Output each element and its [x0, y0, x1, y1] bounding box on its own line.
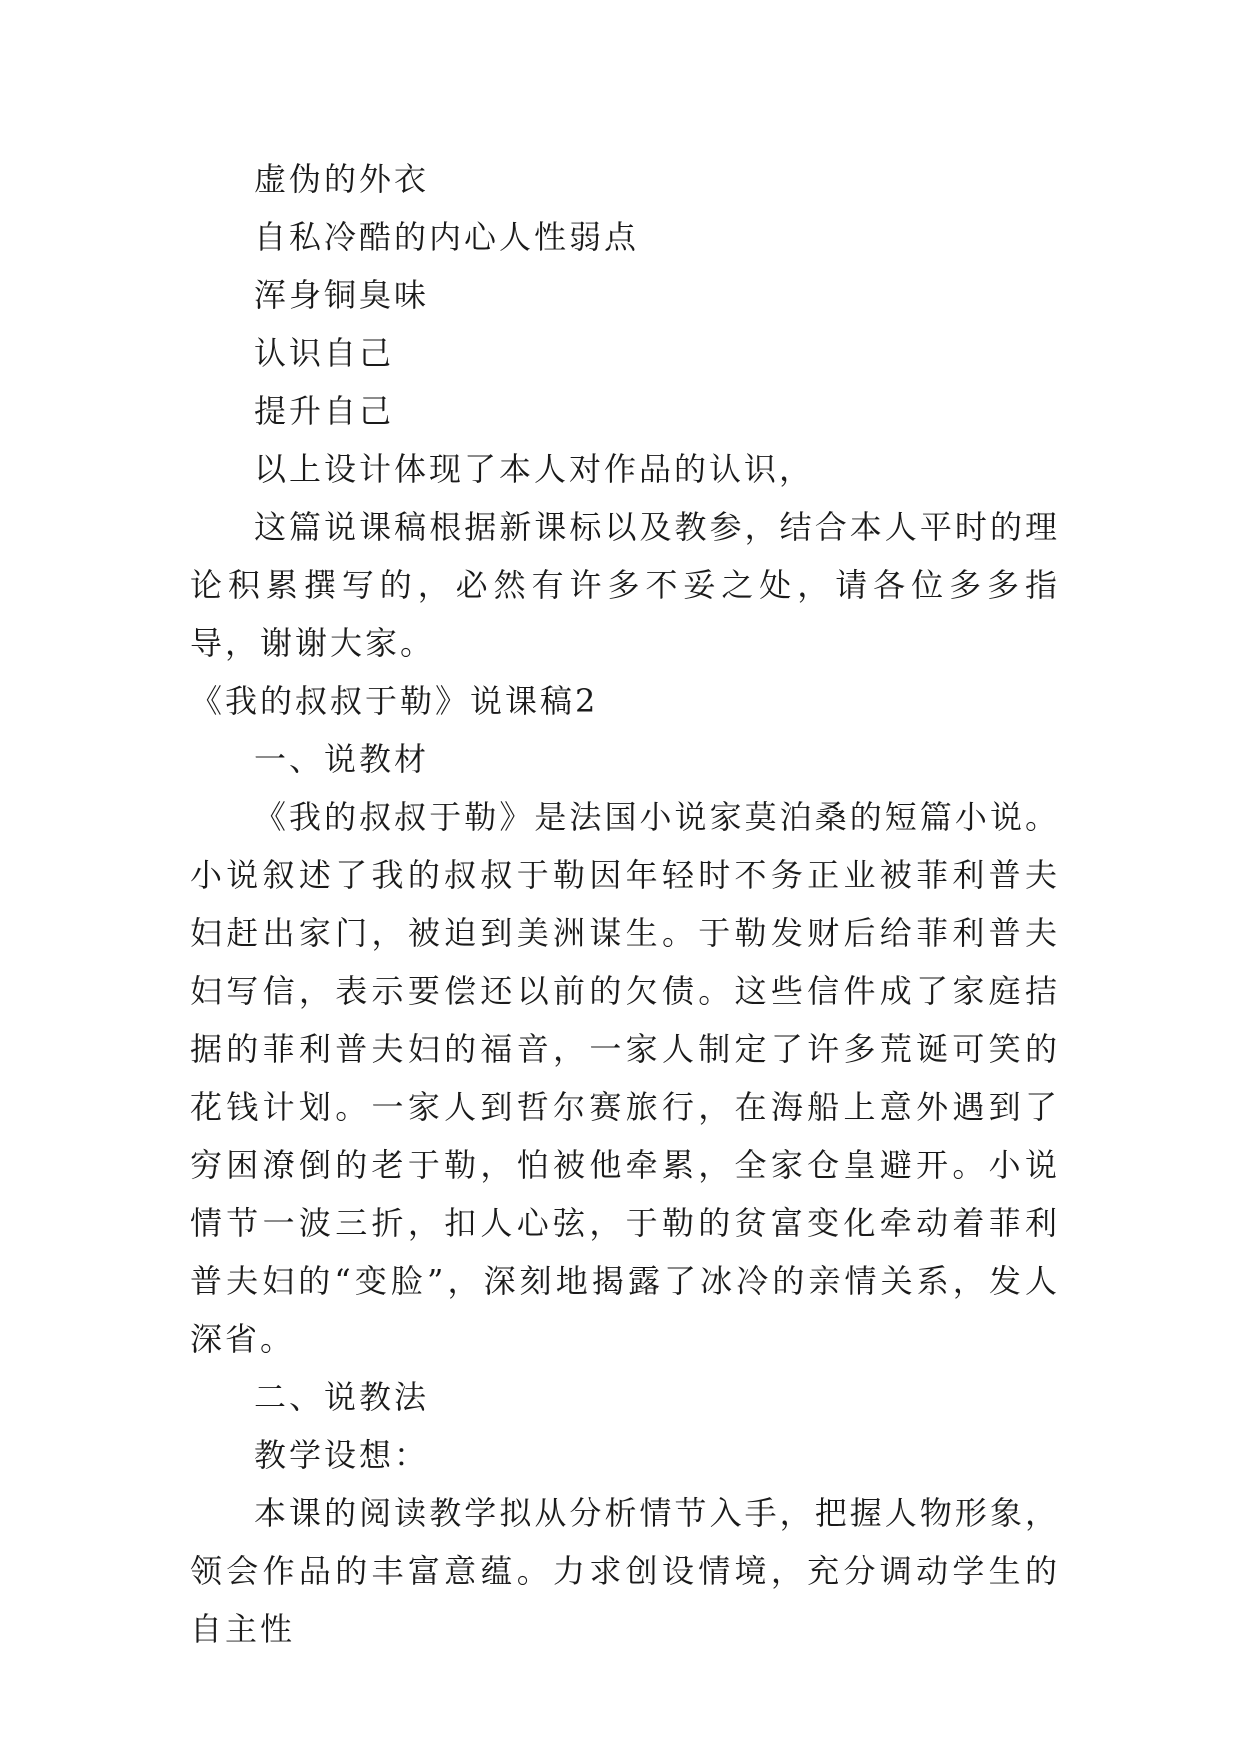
paragraph-teaching-idea: 本课的阅读教学拟从分析情节入手，把握人物形象，领会作品的丰富意蕴。力求创设情境，充分调动学生的自主性: [190, 1494, 1060, 1648]
paragraph-improve-self: 提升自己: [254, 392, 395, 430]
paragraph-textbook: 《我的叔叔于勒》是法国小说家莫泊桑的短篇小说。小说叙述了我的叔叔于勒因年轻时不务正业被菲利普夫妇赶出家门，被迫到美洲谋生。于勒发财后给菲利普夫妇写信，表示要偿还以前的欠债。这些信件成了家庭拮据的菲利普夫妇的福音，一家人制定了许多荒诞可笑的花钱计划。一家人到哲尔赛旅行，在海船上意外遇到了穷困潦倒的老于勒，怕被他牵累，全家仓皇避开。小说情节一波三折，扣人心弦，于勒的贫富变化牵动着菲利普夫妇的“变脸”，深刻地揭露了冰冷的亲情关系，发人深省。: [190, 798, 1060, 1358]
heading-textbook: 一、说教材: [254, 740, 430, 778]
paragraph-selfish-heart: 自私冷酷的内心人性弱点: [254, 218, 640, 256]
section-title: 《我的叔叔于勒》说课稿2: [190, 682, 599, 720]
document-body: [190, 150, 1060, 1658]
paragraph-fake-coat: 虚伪的外衣: [254, 160, 430, 198]
paragraph-money-smell: 浑身铜臭味: [254, 276, 430, 314]
heading-teaching-idea: 教学设想：: [254, 1436, 430, 1474]
paragraph-design-summary: 以上设计体现了本人对作品的认识，: [254, 450, 815, 488]
heading-teaching-method: 二、说教法: [254, 1378, 430, 1416]
paragraph-know-self: 认识自己: [254, 334, 395, 372]
paragraph-closing: 这篇说课稿根据新课标以及教参，结合本人平时的理论积累撰写的，必然有许多不妥之处，请各位多多指导，谢谢大家。: [190, 508, 1060, 662]
